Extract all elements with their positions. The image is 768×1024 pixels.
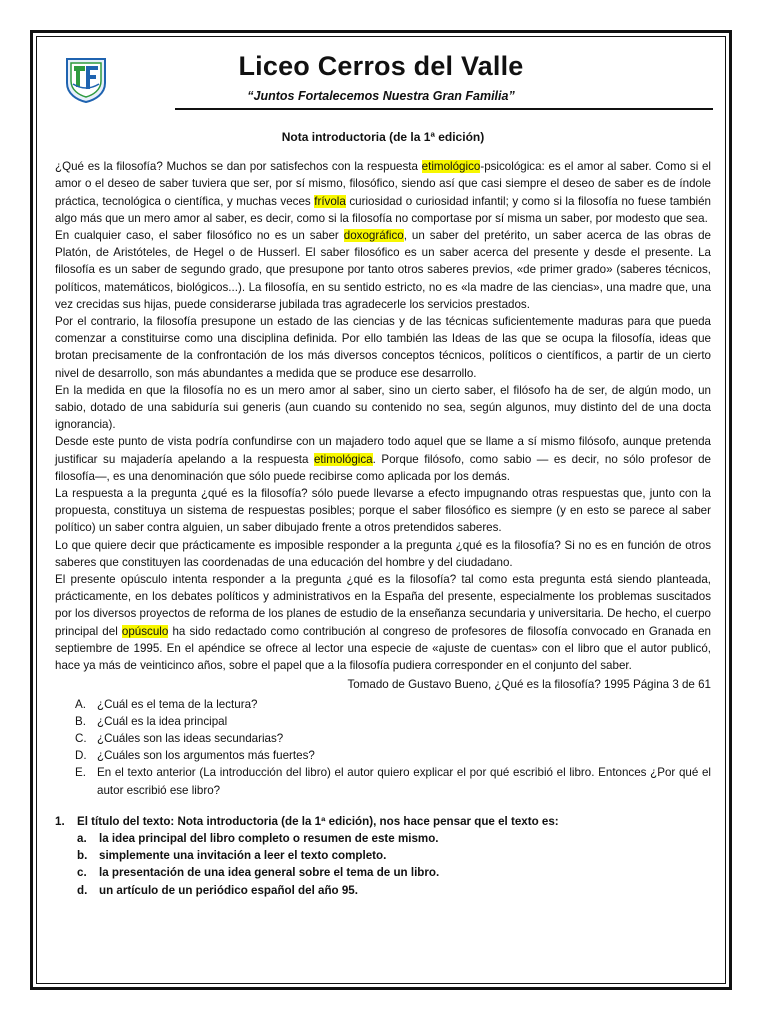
- text-run: ha sido redactado como contribución al congreso de profesores de filosofía convocado en Granada en septiembre de 1995. En el apéndice se ofrece al lector una especie de «ajuste de cuentas» con el libro que el autor publicó, hace ya más de veinticinco años, sobre el papel que a la filosofía pudiera corresponder en el conjunto del saber.: [55, 624, 712, 673]
- question-marker: C.: [75, 731, 87, 745]
- school-name: Liceo Cerros del Valle: [238, 51, 524, 81]
- document-heading: Nota introductoria (de la 1ª edición): [281, 130, 485, 144]
- mc-option-marker: b.: [77, 849, 88, 863]
- question-marker: D.: [75, 749, 87, 763]
- mc-option-list: [55, 830, 711, 899]
- source-citation: Tomado de Gustavo Bueno, ¿Qué es la filosofía? 1995 Página 3 de 61: [347, 678, 711, 692]
- question-text: ¿Cuáles son los argumentos más fuertes?: [97, 749, 315, 763]
- question-marker: A.: [75, 697, 86, 711]
- paragraph: [55, 227, 711, 313]
- mc-option-text: la idea principal del libro completo o resumen de este mismo.: [99, 831, 439, 845]
- mc-question-number: 1.: [55, 814, 65, 828]
- highlighted-term: etimológico: [421, 160, 481, 174]
- multiple-choice-question: [55, 813, 711, 899]
- page-inner-border: [36, 36, 726, 984]
- document-body: [55, 129, 711, 899]
- text-run: , un saber del pretérito, un saber acerca de las obras de Platón, de Aristóteles, de Hegel o de Husserl. El saber filosófico es un saber acerca del presente y desde el presente. La filosofía es un saber de segundo grado, que presupone por tanto otros saberes previos, «de primer grado» (saberes técnicos, políticos, matemáticos, biológicos...). La filosofía, en su sentido estricto, no es «la madre de las ciencias», una madre que, una vez crecidas sus hijas, puede considerarse jubilada tras agradecerle los servicios prestados.: [55, 229, 711, 311]
- paragraph: [55, 313, 711, 382]
- text-run: En cualquier caso, el saber filosófico no es un saber: [55, 229, 344, 243]
- question-text: ¿Cuál es el tema de la lectura?: [97, 697, 258, 711]
- text-run: ¿Qué es la filosofía? Muchos se dan por satisfechos con la respuesta: [55, 160, 422, 174]
- question-text: ¿Cuál es la idea principal: [97, 714, 228, 728]
- highlighted-term: doxográfico: [343, 229, 404, 243]
- text-run: Lo que quiere decir que prácticamente es imposible responder a la pregunta ¿qué es la filosofía? Si no es en función de otros saberes que constituyen las coordenadas de una educación del hombre y del ciudadano.: [55, 538, 711, 569]
- mc-option-text: la presentación de una idea general sobre el tema de un libro.: [99, 866, 440, 880]
- text-run: En la medida en que la filosofía no es un mero amor al saber, sino un cierto saber, el filósofo ha de ser, de algún modo, un sabio, dotado de una sabiduría sui generis (aun cuando su contenido no sea, según algunos, muy distinto del de una docta ignorancia).: [55, 383, 711, 432]
- question-list: [55, 696, 711, 799]
- school-motto: “Juntos Fortalecemos Nuestra Gran Familia”: [247, 89, 515, 103]
- paragraph: [55, 382, 711, 434]
- mc-option-marker: a.: [77, 831, 87, 845]
- mc-question-line: [55, 813, 711, 830]
- text-run: curiosidad o curiosidad infantil; y como si la filosofía no fuese también algo más que un mero amor al saber, es decir, como si la filosofía no comportase por sí misma un saber, por modesto que sea.: [55, 194, 711, 225]
- mc-option-marker: d.: [77, 883, 88, 897]
- mc-option-text: simplemente una invitación a leer el texto completo.: [99, 849, 387, 863]
- highlighted-term: frívola: [314, 194, 346, 208]
- mc-option: [55, 882, 711, 899]
- text-run: -psicológica: es el amor al saber. Como si el amor o el deseo de saber tuviera que ser, por sí mismo, filosófico, siendo así que casi siempre el deseo de saber es de índole práctica, tecnológica o científica, y muchas veces: [55, 160, 711, 208]
- mc-option: [55, 847, 711, 864]
- text-run: Desde este punto de vista podría confundirse con un majadero todo aquel que se llame a sí mismo filósofo, aunque pretenda justificar su majadería apelando a la respuesta: [55, 435, 711, 466]
- question-marker: B.: [75, 714, 86, 728]
- text-run: La respuesta a la pregunta ¿qué es la filosofía? sólo puede llevarse a efecto impugnando otras respuestas que, junto con la propuesta, constituya un sistema de respuestas posibles; porque el saber filosófico es siempre (y en esto se parece al saber político) un saber contra alguien, un saber dibujado frente a otros pretendidos saberes.: [55, 487, 711, 535]
- paragraph: [55, 571, 711, 674]
- mc-option: [55, 864, 711, 881]
- paragraph: [55, 537, 711, 571]
- question-item: [55, 730, 711, 747]
- question-item: [55, 764, 711, 798]
- mc-option-text: un artículo de un periódico español del año 95.: [99, 883, 358, 897]
- highlighted-term: etimológica: [313, 452, 373, 466]
- worksheet-page: [30, 30, 732, 990]
- paragraph: [55, 158, 711, 227]
- text-run: Por el contrario, la filosofía presupone un estado de las ciencias y de las técnicas suficientemente maduras para que pueda comenzar a constituirse como una disciplina definida. Por ello también las Ideas de las que se ocupa la filosofía, ideas que brotan precisamente de la confrontación de los más diversos conceptos técnicos, políticos o científicos, a partir de un cierto nivel de desarrollo, son más abundantes a medida que se produce ese desarrollo.: [55, 315, 711, 380]
- question-item: [55, 696, 711, 713]
- paragraph: [55, 433, 711, 485]
- header-divider: [175, 108, 713, 110]
- mc-option: [55, 830, 711, 847]
- mc-option-marker: c.: [77, 866, 87, 880]
- question-item: [55, 747, 711, 764]
- mc-question-text: El título del texto: Nota introductoria (de la 1ª edición), nos hace pensar que el texto es:: [77, 814, 559, 828]
- question-item: [55, 713, 711, 730]
- question-text: En el texto anterior (La introducción del libro) el autor quiero explicar el por qué escribió el libro. Entonces ¿Por qué el autor escribió ese libro?: [97, 766, 711, 797]
- question-text: ¿Cuáles son las ideas secundarias?: [97, 731, 284, 745]
- question-marker: E.: [75, 766, 86, 780]
- highlighted-term: opúsculo: [121, 624, 169, 638]
- paragraph: [55, 485, 711, 537]
- text-run: El presente opúsculo intenta responder a la pregunta ¿qué es la filosofía? tal como esta pregunta está siendo planteada, prácticamente, en los debates políticos y administrativos en la España del presente, especialmente los problemas suscitados por los diversos proyectos de reforma de los planes de estudio de la enseñanza secundaria y universitaria. De hecho, el cuerpo principal del: [55, 573, 711, 638]
- reading-text: [55, 158, 711, 674]
- text-run: . Porque filósofo, como sabio — es decir, no sólo profesor de filosofía—, es una denominación que sólo puede recibirse como aplicada por los demás.: [55, 452, 712, 483]
